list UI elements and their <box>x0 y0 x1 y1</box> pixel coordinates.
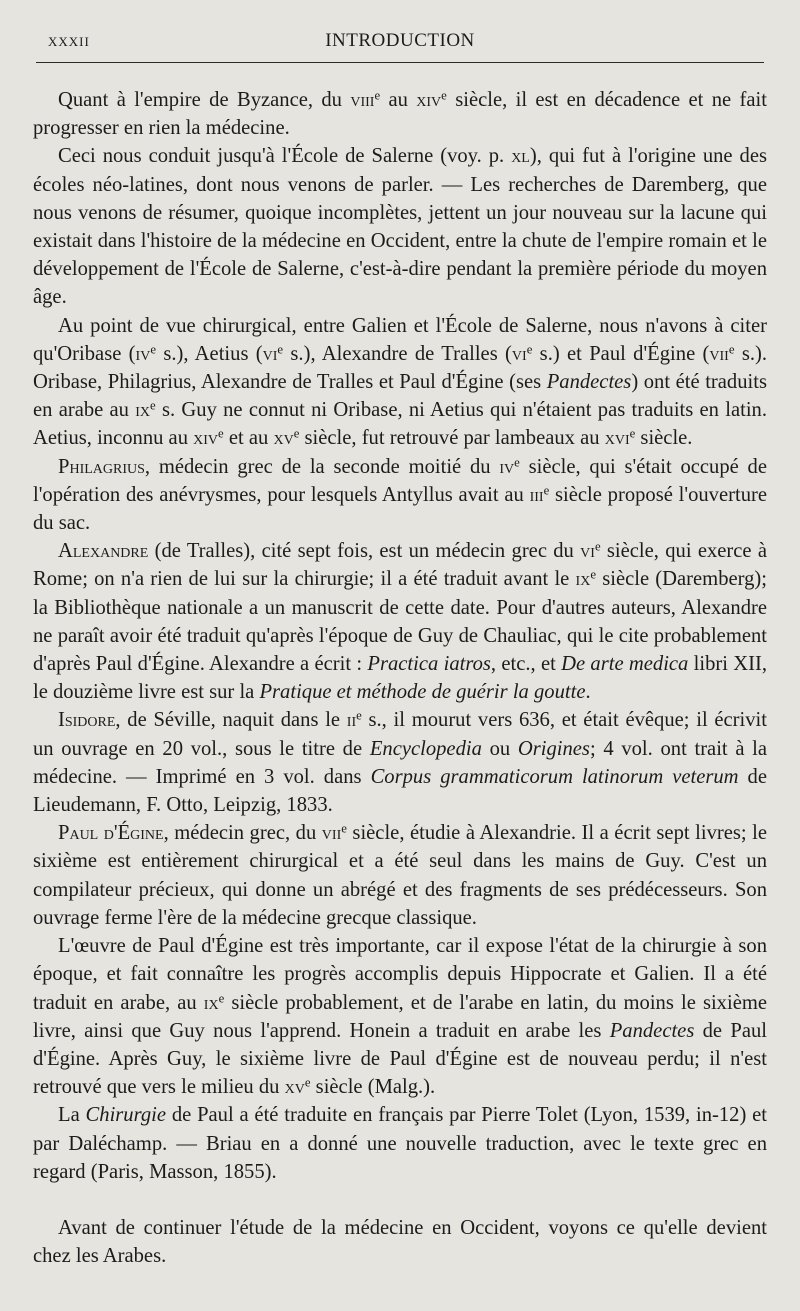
paragraph-alexandre: Alexandre (de Tralles), cité sept fois, est un médecin grec du $vi^e$ siècle, qui exerce à Rome; on n'a rien de lui sur la chirurgie; il a été traduit avant le $ix^e$ siècle (Daremberg); la Bibliothèque nationale a un manuscrit de cette date. Pour d'autres auteurs, Alexandre ne paraît avoir été traduit qu'après l'époque de Guy de Chauliac, qui le cite probablement d'après Paul d'Égine. Alexandre a écrit : Practica iatros, etc., et De arte medica libri XII, le douzième livre est sur la Pratique et méthode de guérir la goutte. <box>33 539 768 704</box>
paragraph-chirurgical: Au point de vue chirurgical, entre Galien et l'École de Salerne, nous n'avons à citer qu'Oribase ($iv^e$ s.), Aetius ($vi^e$ s.), Alexandre de Tralles ($vi^e$ s.) et Paul d'Égine (vii$^e$ s.). Oribase, Philagrius, Alexandre de Tralles et Paul d'Égine (ses Pandectes) ont été traduits en arabe au $ix^e$ s. Guy ne connut ni Oribase, ni Aetius qui n'étaient pas traduits en latin. Aetius, inconnu au xiv$^e$ et au $xv^e$ siècle, fut retrouvé par lambeaux au xvi$^e$ siècle. <box>33 314 767 450</box>
paragraph-arabes: Avant de continuer l'étude de la médecine en Occident, voyons ce qu'elle devient chez les Arabes. <box>33 1216 767 1268</box>
paragraph-isidore: Isidore, de Séville, naquit dans le $ii^e$ s., il mourut vers 636, et était évêque; il écrivit un ouvrage en 20 vol., sous le titre de Encyclopedia ou Origines; 4 vol. ont trait à la médecine. — Imprimé en 3 vol. dans Corpus grammaticorum latinorum veterum de Lieudemann, F. Otto, Leipzig, 1833. <box>33 709 768 817</box>
running-title: INTRODUCTION <box>325 30 475 51</box>
paragraph-philagrius: Philagrius, médecin grec de la seconde moitié du $iv^e$ siècle, qui s'était occupé de l'opération des anévrysmes, pour lesquels Antyllus avait au iii$^e$ siècle proposé l'ouverture du sac. <box>33 455 767 535</box>
paragraph-chirurgie: La Chirurgie de Paul a été traduite en français par Pierre Tolet (Lyon, 1539, in-12) et par Daléchamp. — Briau en a donné une nouvelle traduction, avec le texte grec en regard (Paris, Masson, 1855). <box>33 1104 767 1183</box>
page-number: XXXII <box>48 34 90 49</box>
page-header <box>36 28 764 63</box>
paragraph-byzance: Quant à l'empire de Byzance, du viii$^e$ au xiv$^e$ siècle, il est en décadence et ne fait progresser en rien la médecine. <box>33 88 768 140</box>
body-text <box>33 86 767 1270</box>
paragraph-salerne: Ceci nous conduit jusqu'à l'École de Salerne (voy. p. xl), qui fut à l'origine une des écoles néo-latines, dont nous venons de parler. — Les recherches de Daremberg, que nous venons de résumer, quoique incomplètes, jettent un jour nouveau sur la lacune qui existait dans l'histoire de la médecine en Occident, entre la chute de l'empire romain et le développement de l'École de Salerne, c'est-à-dire pendant la première période du moyen âge. <box>33 145 768 309</box>
paragraph-oeuvre: L'œuvre de Paul d'Égine est très importante, car il expose l'état de la chirurgie à son époque, et fait connaître les progrès accomplis depuis Hippocrate et Galien. Il a été traduit en arabe, au $ix^e$ siècle probablement, et de l'arabe en latin, du moins le sixième livre, ainsi que Guy nous l'apprend. Honein a traduit en arabe les Pandectes de Paul d'Égine. Après Guy, le sixième livre de Paul d'Égine est de nouveau perdu; il n'est retrouvé que vers le milieu du $xv^e$ siècle (Malg.). <box>33 935 767 1099</box>
paragraph-paul-degine: Paul d'Égine, médecin grec, du vii$^e$ siècle, étudie à Alexandrie. Il a écrit sept livres; le sixième est entièrement chirurgical et a été seul dans les mains de Guy. C'est un compilateur précieux, qui donne un abrégé et des fragments de ses prédécesseurs. Son ouvrage ferme l'ère de la médecine grecque classique. <box>33 821 767 929</box>
